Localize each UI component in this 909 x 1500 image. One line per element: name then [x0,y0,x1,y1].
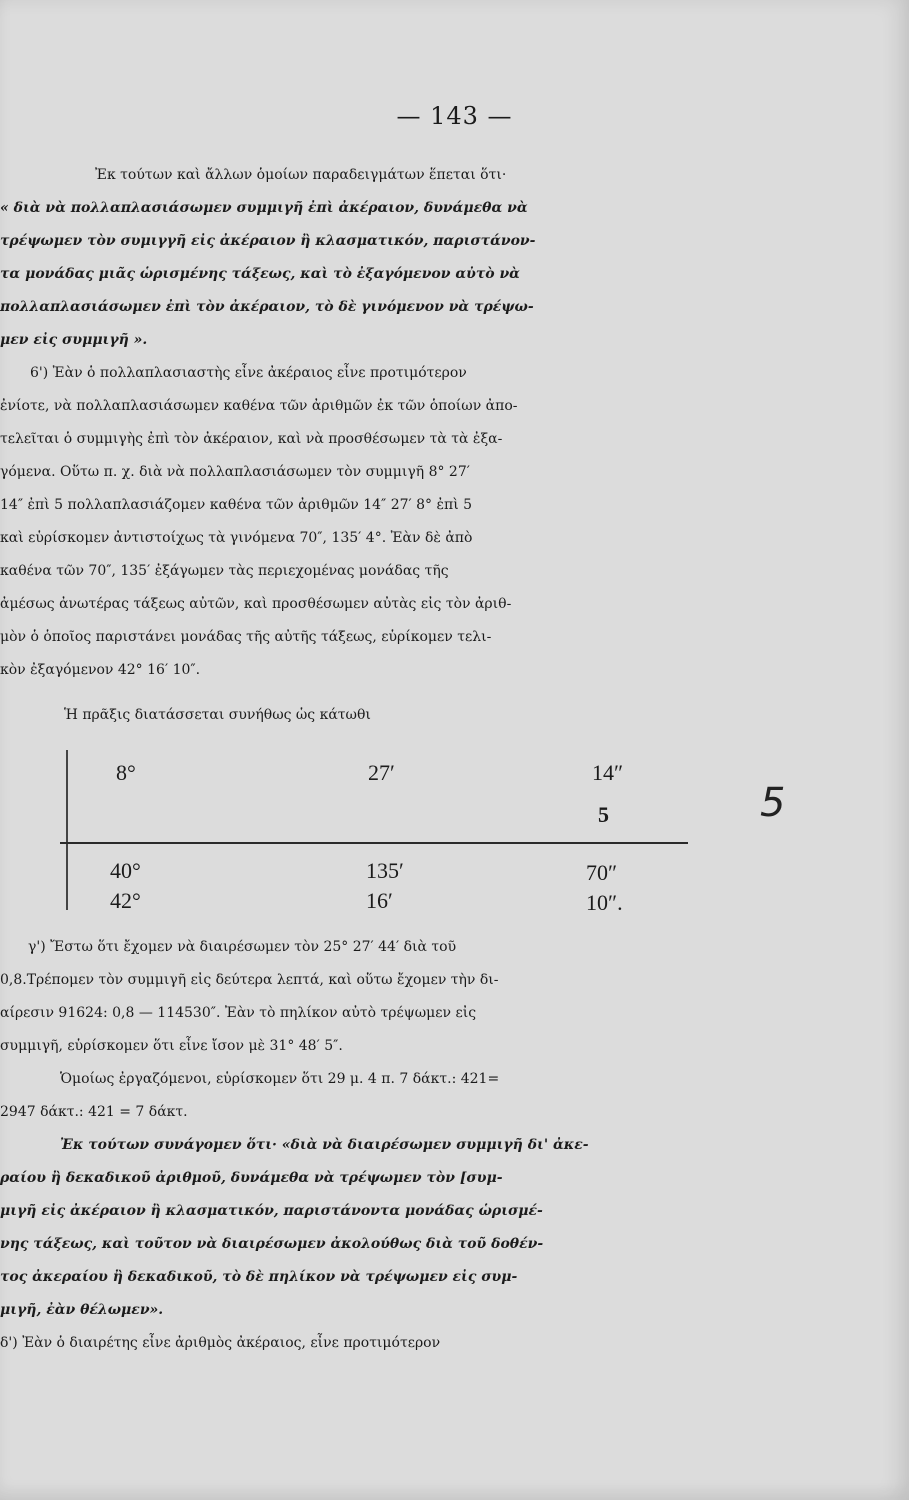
calc-degrees: 8° [116,760,136,785]
calc-seconds: 14″ [592,760,624,785]
calc-product-seconds: 70″ [586,860,618,885]
text-line: τελεῖται ὁ συμμιγὴς ἐπὶ τὸν ἀκέραιον, καὶ νὰ προσθέσωμεν τὰ τὰ ἐξα- [0,431,503,447]
calc-product-degrees: 40° [110,858,141,883]
text-line: νης τάξεως, καὶ τοῦτον νὰ διαιρέσωμεν ἀκολούθως διὰ τοῦ δοθέν- [0,1236,544,1252]
calc-result-seconds: 10″. [586,890,623,915]
text-line: « διὰ νὰ πολλαπλασιάσωμεν συμμιγῆ ἐπὶ ἀκέραιον, δυνάμεθα νὰ [0,200,528,216]
text-line: δ') Ἐὰν ὁ διαιρέτης εἶνε ἀριθμὸς ἀκέραιος, εἶνε προτιμότερον [0,1335,441,1351]
text-line: μιγῆ, ἐὰν θέλωμεν». [0,1302,164,1318]
text-line: μεν εἰς συμμιγῆ ». [0,332,148,348]
margin-rule [66,750,68,910]
page-number: — 143 — [396,102,513,130]
text-line: μὸν ὁ ὁποῖος παριστάνει μονάδας τῆς αὐτῆς τάξεως, εὑρίκομεν τελι- [0,629,492,645]
text-line: τος ἀκεραίου ἢ δεκαδικοῦ, τὸ δὲ πηλίκον νὰ τρέψωμεν εἰς συμ- [0,1269,518,1285]
text-line: ἐνίοτε, νὰ πολλαπλασιάσωμεν καθένα τῶν ἀριθμῶν ἐκ τῶν ὁποίων ἀπο- [0,398,518,414]
handwritten-margin-note: 5 [760,780,786,826]
text-line: ραίου ἢ δεκαδικοῦ ἀριθμοῦ, δυνάμεθα νὰ τρέψωμεν τὸν [συμ- [0,1170,503,1186]
calc-result-degrees: 42° [110,888,141,913]
text-line: 6') Ἐὰν ὁ πολλαπλασιαστὴς εἶνε ἀκέραιος εἶνε προτιμότερον [30,365,467,381]
text-line: 2947 δάκτ.: 421 = 7 δάκτ. [0,1104,188,1120]
text-line: Ἐκ τούτων καὶ ἄλλων ὁμοίων παραδειγμάτων ἕπεται ὅτι· [95,167,507,183]
calc-rule [60,842,688,844]
text-line: ἀμέσως ἀνωτέρας τάξεως αὐτῶν, καὶ προσθέσωμεν αὐτὰς εἰς τὸν ἀριθ- [0,596,512,612]
text-line: Ὁμοίως ἐργαζόμενοι, εὑρίσκομεν ὅτι 29 μ. 4 π. 7 δάκτ.: 421= [60,1071,500,1087]
calc-product-minutes: 135′ [366,858,404,883]
text-line: γ') Ἔστω ὅτι ἔχομεν νὰ διαιρέσωμεν τὸν 25° 27′ 44′ διὰ τοῦ [28,939,457,955]
text-line: συμμιγῆ, εὑρίσκομεν ὅτι εἶνε ἴσον μὲ 31° 48′ 5″. [0,1038,343,1054]
text-line: καὶ εὑρίσκομεν ἀντιστοίχως τὰ γινόμενα 70″, 135′ 4°. Ἐὰν δὲ ἀπὸ [0,530,473,546]
text-line: κὸν ἐξαγόμενον 42° 16′ 10″. [0,662,201,678]
text-line: Ἐκ τούτων συνάγομεν ὅτι· «διὰ νὰ διαιρέσωμεν συμμιγῆ δι' ἀκε- [60,1137,589,1153]
text-line: τα μονάδας μιᾶς ὡρισμένης τάξεως, καὶ τὸ ἐξαγόμενον αὐτὸ νὰ [0,266,520,282]
calc-minutes: 27′ [368,760,395,785]
calc-result-minutes: 16′ [366,888,393,913]
text-line: αίρεσιν 91624: 0,8 — 114530″. Ἐὰν τὸ πηλίκον αὐτὸ τρέψωμεν εἰς [0,1005,477,1021]
calc-multiplier: 5 [598,802,609,827]
text-line: Ἡ πρᾶξις διατάσσεται συνήθως ὡς κάτωθι [64,707,371,723]
text-line: μιγῆ εἰς ἀκέραιον ἢ κλασματικόν, παριστάνοντα μονάδας ὡρισμέ- [0,1203,543,1219]
text-line: πολλαπλασιάσωμεν ἐπὶ τὸν ἀκέραιον, τὸ δὲ γινόμενον νὰ τρέψω- [0,299,534,315]
text-line: 0,8.Τρέπομεν τὸν συμμιγῆ εἰς δεύτερα λεπτά, καὶ οὕτω ἔχομεν τὴν δι- [0,972,499,988]
text-line: γόμενα. Οὕτω π. χ. διὰ νὰ πολλαπλασιάσωμεν τὸν συμμιγῆ 8° 27′ [0,464,470,480]
text-line: καθένα τῶν 70″, 135′ ἐξάγωμεν τὰς περιεχομένας μονάδας τῆς [0,563,449,579]
text-line: 14″ ἐπὶ 5 πολλαπλασιάζομεν καθένα τῶν ἀριθμῶν 14″ 27′ 8° ἐπὶ 5 [0,497,473,513]
text-line: τρέψωμεν τὸν συμιγγῆ εἰς ἀκέραιον ἢ κλασματικόν, παριστάνον- [0,233,536,249]
multiplication-layout [0,740,909,920]
